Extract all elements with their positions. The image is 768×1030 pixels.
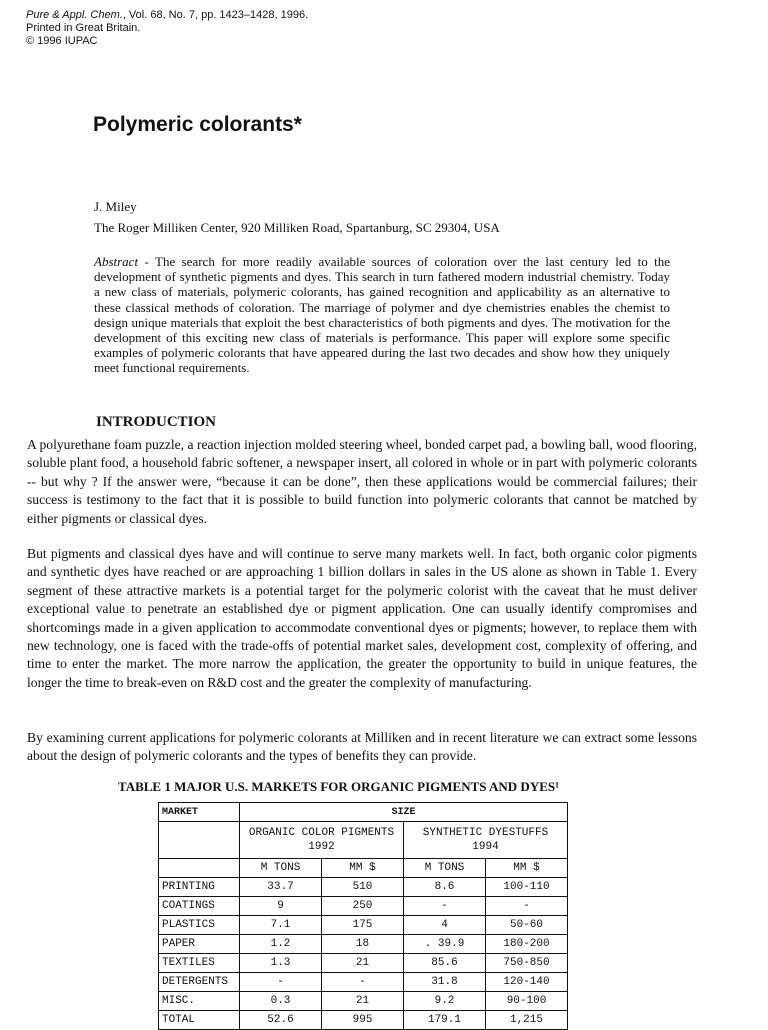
- table-row: [159, 935, 568, 954]
- value-cell: -: [240, 973, 322, 992]
- value-cell: . 39.9: [404, 935, 486, 954]
- author-affiliation: The Roger Milliken Center, 920 Milliken Road, Spartanburg, SC 29304, USA: [94, 220, 500, 235]
- value-cell: 100-110: [486, 878, 568, 897]
- value-cell: 250: [322, 897, 404, 916]
- size-header: SIZE: [240, 803, 568, 822]
- value-cell: 8.6: [404, 878, 486, 897]
- table-row-total: [159, 1011, 568, 1030]
- value-cell: 510: [322, 878, 404, 897]
- market-cell: PLASTICS: [159, 916, 240, 935]
- unit-header: M TONS: [240, 859, 322, 878]
- table-header-row: [159, 803, 568, 822]
- citation-header: [26, 9, 308, 48]
- value-cell: 50-60: [486, 916, 568, 935]
- citation-line: [26, 9, 308, 22]
- value-cell: 21: [322, 992, 404, 1011]
- intro-paragraph-2: But pigments and classical dyes have and will continue to serve many markets well. In fact, both organic color pigments and synthetic dyes have reached or are approaching 1 billion dollars in sales in the US alone as shown in Table 1. Every segment of these attractive markets is a potential target for the polymeric colorist with the caveat that he must deliver exceptional value to penetrate an established dye or pigment application. One can usually identify compromises and shortcomings made in a given application to accommodate conventional dyes or pigments; however, to replace them with new technology, one is faced with the trade-offs of potential market sales, development cost, complexity of offering, and time to enter the market. The more narrow the application, the greater the opportunity to build in unique features, the longer the time to break-even on R&D cost and the greater the complexity of manufacturing.: [27, 546, 697, 690]
- table-row: [159, 897, 568, 916]
- market-cell: PAPER: [159, 935, 240, 954]
- table-group-row: [159, 822, 568, 859]
- table-units-row: [159, 859, 568, 878]
- value-cell: 180-200: [486, 935, 568, 954]
- value-cell: 995: [322, 1011, 404, 1030]
- markets-table: [158, 802, 568, 1030]
- value-cell: 1,215: [486, 1011, 568, 1030]
- printed-line: Printed in Great Britain.: [26, 22, 141, 34]
- dyestuffs-group-header: SYNTHETIC DYESTUFFS 1994: [404, 822, 568, 859]
- pigments-group-header: ORGANIC COLOR PIGMENTS 1992: [240, 822, 404, 859]
- value-cell: 120-140: [486, 973, 568, 992]
- value-cell: 9.2: [404, 992, 486, 1011]
- value-cell: -: [486, 897, 568, 916]
- value-cell: 90-100: [486, 992, 568, 1011]
- abstract-label: Abstract: [94, 254, 139, 269]
- value-cell: 7.1: [240, 916, 322, 935]
- unit-header: M TONS: [404, 859, 486, 878]
- market-cell: MISC.: [159, 992, 240, 1011]
- table-row: [159, 973, 568, 992]
- value-cell: 179.1: [404, 1011, 486, 1030]
- journal-details: , Vol. 68, No. 7, pp. 1423–1428, 1996.: [122, 9, 309, 21]
- value-cell: 21: [322, 954, 404, 973]
- value-cell: 33.7: [240, 878, 322, 897]
- table-row: [159, 916, 568, 935]
- paper-title: Polymeric colorants*: [93, 113, 302, 136]
- section-heading-introduction: INTRODUCTION: [96, 414, 217, 430]
- abstract-text: - The search for more readily available sources of coloration over the last century led to the development of synthetic pigments and dyes. This search in turn fathered modern industrial chemistry. Today a new class of materials, polymeric colorants, has gained recognition and applicability as an alternative to these classical methods of coloration. The marriage of polymer and dye chemistries enables the chemist to design unique materials that exploit the best characteristics of both pigments and dyes. The motivation for the development of this exciting new class of materials is performance. This paper will explore some specific examples of polymeric colorants that have appeared during the last two decades and show how they uniquely meet functional requirements.: [94, 254, 670, 376]
- market-cell: COATINGS: [159, 897, 240, 916]
- author-name: J. Miley: [94, 199, 137, 214]
- value-cell: -: [322, 973, 404, 992]
- intro-paragraph-3: By examining current applications for polymeric colorants at Milliken and in recent literature we can extract some lessons about the design of polymeric colorants and the types of benefits they can provide.: [27, 730, 697, 764]
- market-cell: TOTAL: [159, 1011, 240, 1030]
- value-cell: 85.6: [404, 954, 486, 973]
- market-cell: DETERGENTS: [159, 973, 240, 992]
- value-cell: 750-850: [486, 954, 568, 973]
- value-cell: 1.2: [240, 935, 322, 954]
- market-cell: PRINTING: [159, 878, 240, 897]
- value-cell: 0.3: [240, 992, 322, 1011]
- value-cell: 9: [240, 897, 322, 916]
- copyright-line: © 1996 IUPAC: [26, 35, 98, 47]
- table-row: [159, 992, 568, 1011]
- unit-header: MM $: [322, 859, 404, 878]
- table-caption: TABLE 1 MAJOR U.S. MARKETS FOR ORGANIC PIGMENTS AND DYES¹: [118, 779, 560, 794]
- intro-paragraph-1: A polyurethane foam puzzle, a reaction injection molded steering wheel, bonded carpet pad, a bowling ball, wood flooring, soluble plant food, a household fabric softener, a newspaper insert, all colored in whole or in part with polymeric colorants -- but why ? If the answer were, “because it can be done”, then these applications would be commercial failures; their success is testimony to the fact that it is possible to build function into polymeric colorants that cannot be matched by either pigments or classical dyes.: [27, 437, 697, 526]
- market-cell: TEXTILES: [159, 954, 240, 973]
- abstract: [94, 254, 670, 376]
- value-cell: 52.6: [240, 1011, 322, 1030]
- table-row: [159, 878, 568, 897]
- value-cell: -: [404, 897, 486, 916]
- market-header: MARKET: [159, 803, 240, 822]
- empty-cell: [159, 859, 240, 878]
- value-cell: 1.3: [240, 954, 322, 973]
- table-row: [159, 954, 568, 973]
- value-cell: 175: [322, 916, 404, 935]
- value-cell: 18: [322, 935, 404, 954]
- unit-header: MM $: [486, 859, 568, 878]
- journal-name: Pure & Appl. Chem.: [26, 9, 123, 21]
- value-cell: 31.8: [404, 973, 486, 992]
- value-cell: 4: [404, 916, 486, 935]
- empty-cell: [159, 822, 240, 859]
